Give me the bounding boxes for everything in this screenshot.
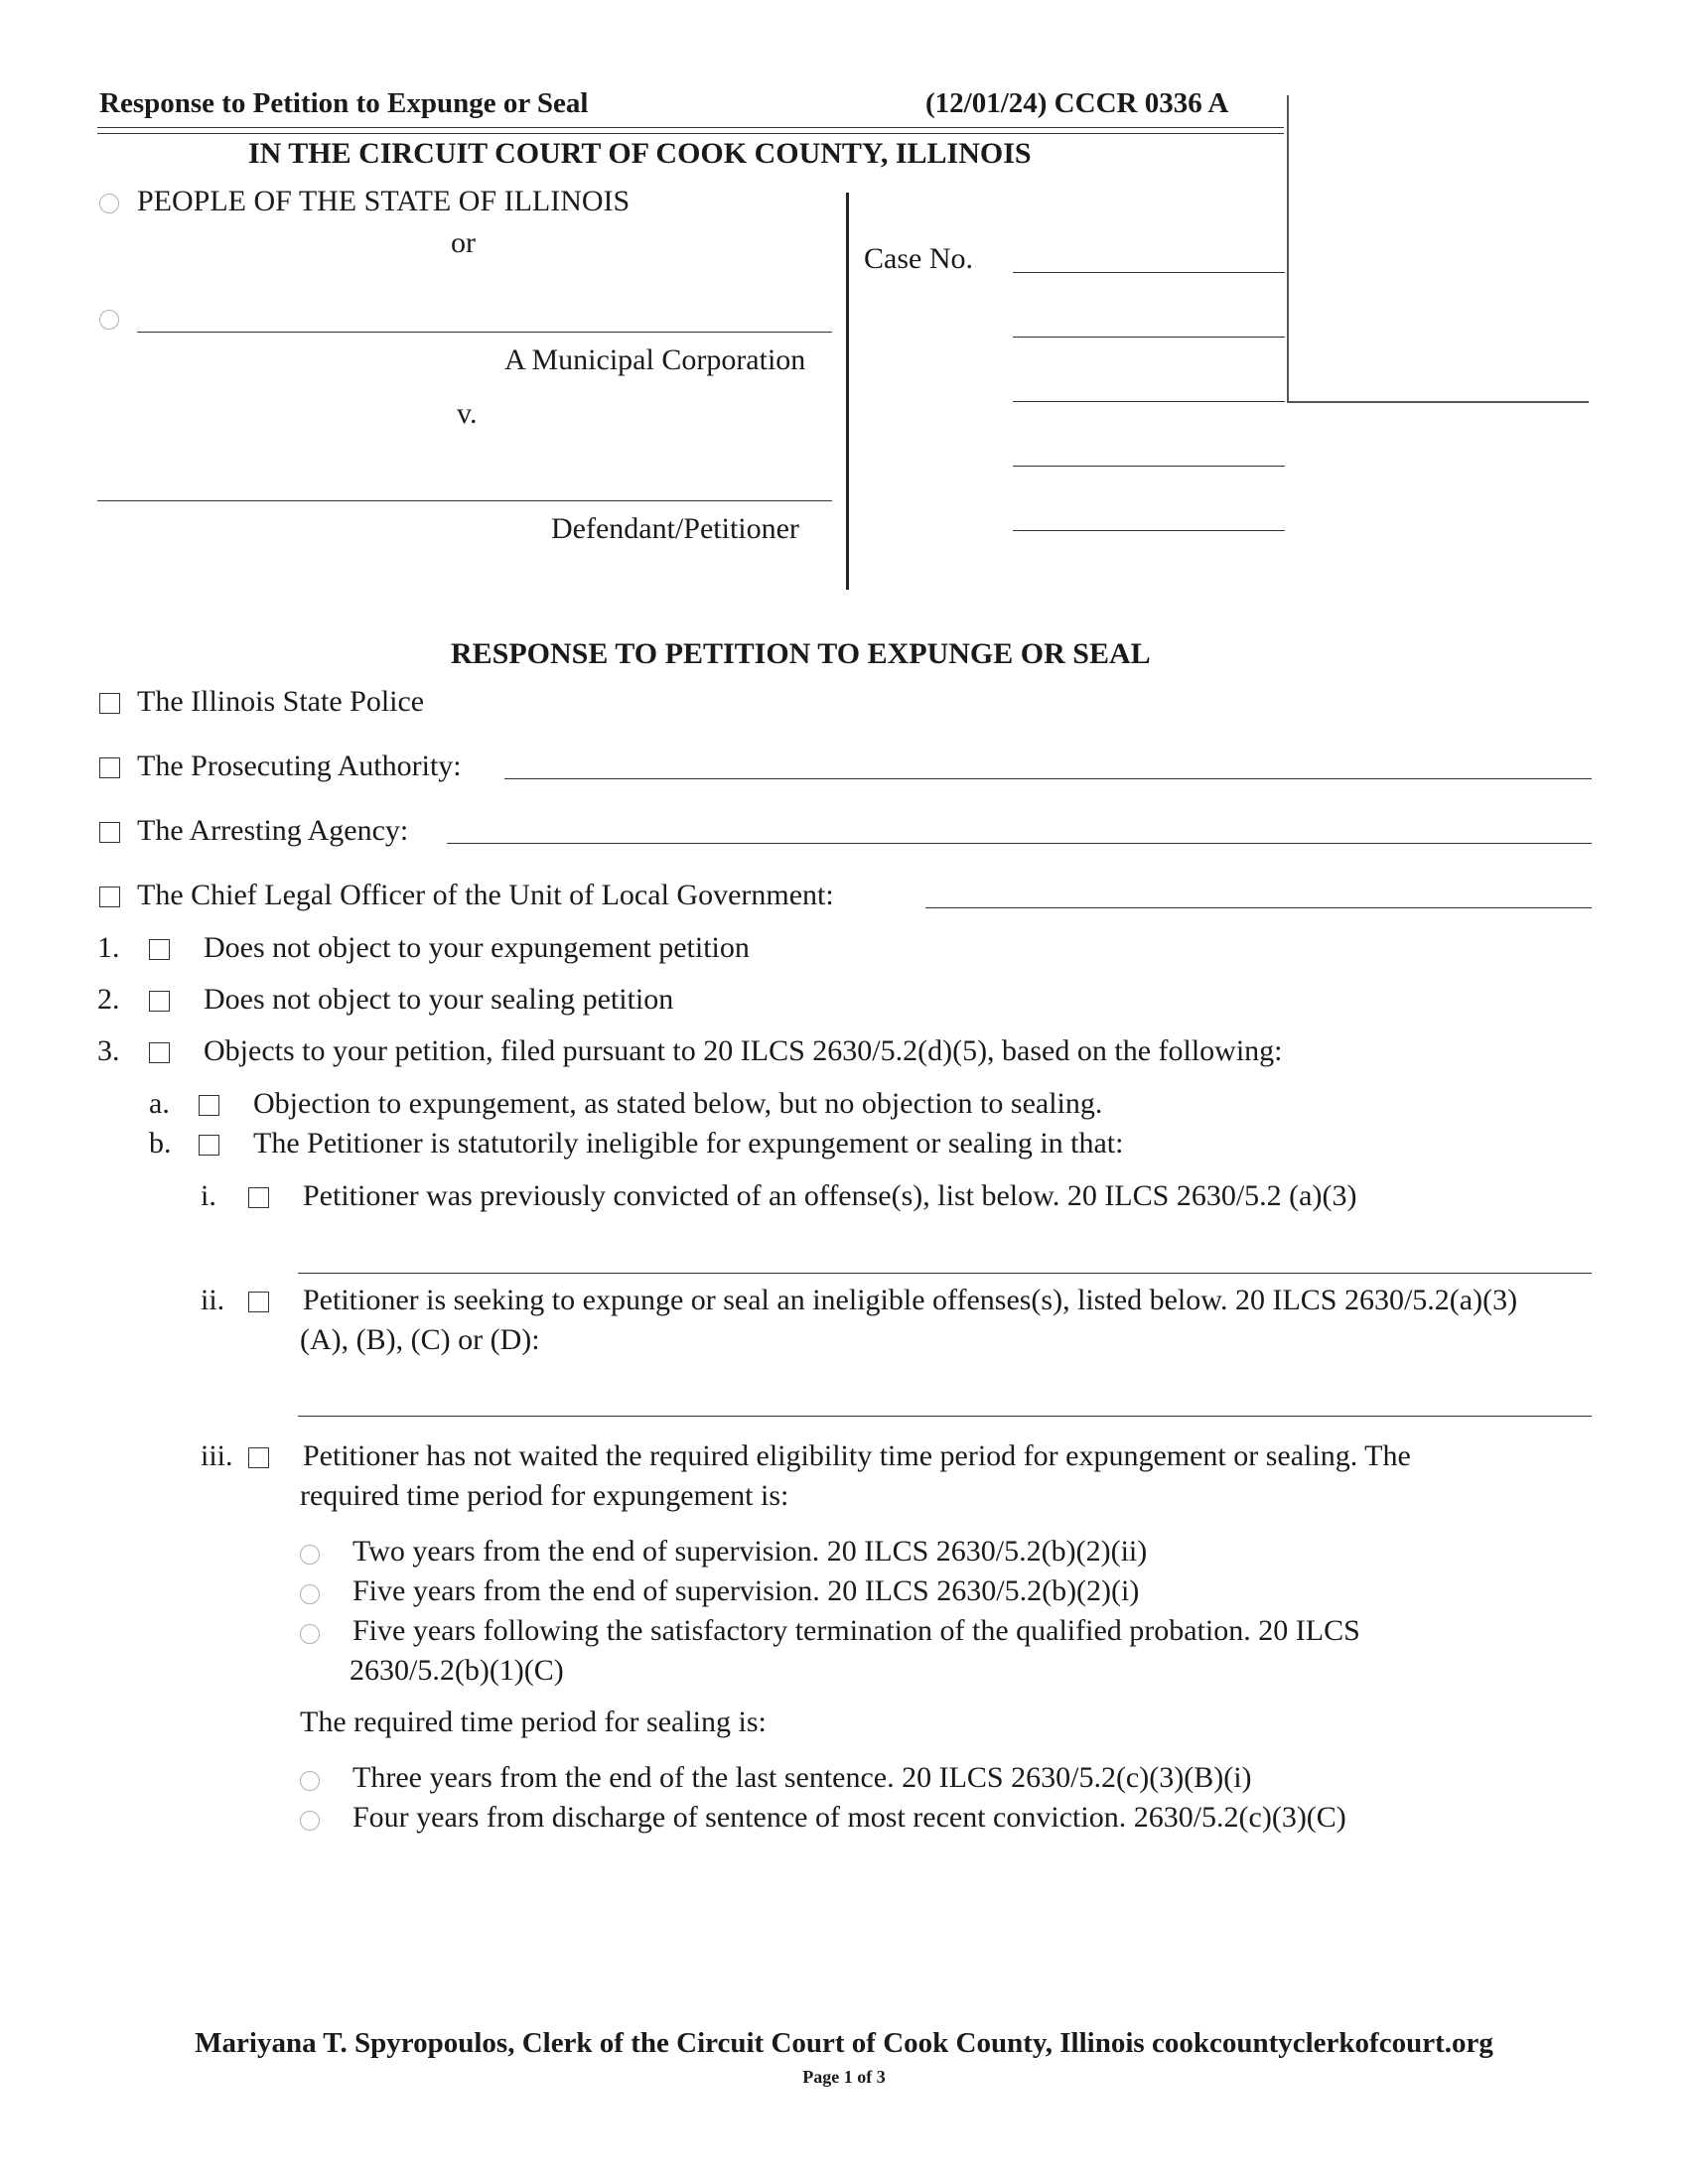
item-iii-numeral: iii. <box>201 1439 233 1472</box>
form-title: Response to Petition to Expunge or Seal <box>99 87 589 119</box>
item-2-label: Does not object to your sealing petition <box>204 983 674 1016</box>
sealing-option-2-radio[interactable] <box>300 1811 320 1831</box>
header-rule-bottom <box>97 133 1284 134</box>
item-a-label: Objection to expungement, as stated below, but no objection to sealing. <box>253 1087 1103 1120</box>
item-a-checkbox[interactable] <box>199 1095 219 1116</box>
page-title: RESPONSE TO PETITION TO EXPUNGE OR SEAL <box>451 637 1151 670</box>
item-b-letter: b. <box>149 1127 172 1160</box>
item-ii-label-line-2: (A), (B), (C) or (D): <box>300 1323 540 1356</box>
expunge-option-3-label-line-2: 2630/5.2(b)(1)(C) <box>350 1654 564 1687</box>
municipal-label: A Municipal Corporation <box>504 343 806 376</box>
item-2-number: 2. <box>97 983 120 1016</box>
expunge-option-2-radio[interactable] <box>300 1584 320 1604</box>
municipal-radio[interactable] <box>99 310 119 330</box>
item-iii-checkbox[interactable] <box>248 1447 269 1468</box>
expunge-option-3-radio[interactable] <box>300 1624 320 1644</box>
item-b-checkbox[interactable] <box>199 1135 219 1156</box>
expunge-option-1-label: Two years from the end of supervision. 20 ILCS 2630/5.2(b)(2)(ii) <box>352 1535 1148 1568</box>
court-name: IN THE CIRCUIT COURT OF COOK COUNTY, ILLINOIS <box>248 137 1032 170</box>
prosecuting-line[interactable] <box>504 778 1592 779</box>
arresting-checkbox[interactable] <box>99 822 120 843</box>
expunge-option-2-label: Five years from the end of supervision. 20 ILCS 2630/5.2(b)(2)(i) <box>352 1574 1140 1607</box>
item-i-label: Petitioner was previously convicted of an offense(s), list below. 20 ILCS 2630/5.2 (a)(3) <box>303 1179 1357 1212</box>
item-ii-checkbox[interactable] <box>248 1292 269 1312</box>
case-no-label: Case No. <box>864 242 973 275</box>
defendant-name-line[interactable] <box>97 500 832 501</box>
item-3-number: 3. <box>97 1034 120 1067</box>
or-label: or <box>451 226 476 259</box>
expunge-option-1-radio[interactable] <box>300 1545 320 1565</box>
prosecuting-label: The Prosecuting Authority: <box>137 750 462 782</box>
item-a-letter: a. <box>149 1087 170 1120</box>
item-i-offense-line[interactable] <box>298 1273 1592 1274</box>
chief-legal-line[interactable] <box>925 907 1592 908</box>
stamp-box-left <box>1287 95 1289 401</box>
chief-legal-label: The Chief Legal Officer of the Unit of Local Government: <box>137 879 834 911</box>
arresting-line[interactable] <box>447 843 1592 844</box>
sealing-option-2-label: Four years from discharge of sentence of most recent conviction. 2630/5.2(c)(3)(C) <box>352 1801 1346 1834</box>
chief-legal-checkbox[interactable] <box>99 887 120 907</box>
caption-divider <box>846 193 849 590</box>
sealing-option-1-radio[interactable] <box>300 1771 320 1791</box>
item-1-number: 1. <box>97 931 120 964</box>
item-iii-label-line-2: required time period for expungement is: <box>300 1479 789 1512</box>
defendant-label: Defendant/Petitioner <box>551 512 799 545</box>
item-b-label: The Petitioner is statutorily ineligible for expungement or sealing in that: <box>253 1127 1124 1160</box>
people-label: PEOPLE OF THE STATE OF ILLINOIS <box>137 185 631 217</box>
case-no-line-1[interactable] <box>1013 272 1285 273</box>
form-code: (12/01/24) CCCR 0336 A <box>925 87 1229 119</box>
item-ii-numeral: ii. <box>201 1284 225 1316</box>
item-ii-offense-line[interactable] <box>298 1416 1592 1417</box>
item-1-checkbox[interactable] <box>149 939 170 960</box>
case-no-line-3[interactable] <box>1013 401 1285 402</box>
footer-clerk: Mariyana T. Spyropoulos, Clerk of the Circuit Court of Cook County, Illinois cookcountyclerkofcourt.org <box>195 2027 1493 2059</box>
arresting-label: The Arresting Agency: <box>137 814 409 847</box>
case-no-line-5[interactable] <box>1013 530 1285 531</box>
item-i-numeral: i. <box>201 1179 216 1212</box>
expunge-option-3-label-line-1: Five years following the satisfactory termination of the qualified probation. 20 ILCS <box>352 1614 1360 1647</box>
case-no-line-2[interactable] <box>1013 337 1285 338</box>
item-2-checkbox[interactable] <box>149 991 170 1012</box>
item-iii-label-line-1: Petitioner has not waited the required eligibility time period for expungement or sealing. The <box>303 1439 1411 1472</box>
municipality-name-line[interactable] <box>137 332 832 333</box>
stamp-box-bottom <box>1287 401 1589 403</box>
header-rule-top <box>97 127 1284 128</box>
isp-checkbox[interactable] <box>99 693 120 714</box>
people-radio[interactable] <box>99 194 119 213</box>
versus-label: v. <box>457 397 478 430</box>
item-1-label: Does not object to your expungement petition <box>204 931 750 964</box>
footer-page-number: Page 1 of 3 <box>802 2067 886 2087</box>
item-3-label: Objects to your petition, filed pursuant to 20 ILCS 2630/5.2(d)(5), based on the following: <box>204 1034 1283 1067</box>
item-i-checkbox[interactable] <box>248 1187 269 1208</box>
item-ii-label-line-1: Petitioner is seeking to expunge or seal an ineligible offenses(s), listed below. 20 ILCS 2630/5.2(a)(3) <box>303 1284 1518 1316</box>
isp-label: The Illinois State Police <box>137 685 425 718</box>
sealing-option-1-label: Three years from the end of the last sentence. 20 ILCS 2630/5.2(c)(3)(B)(i) <box>352 1761 1252 1794</box>
prosecuting-checkbox[interactable] <box>99 757 120 778</box>
sealing-label: The required time period for sealing is: <box>300 1706 767 1738</box>
case-no-line-4[interactable] <box>1013 466 1285 467</box>
item-3-checkbox[interactable] <box>149 1042 170 1063</box>
